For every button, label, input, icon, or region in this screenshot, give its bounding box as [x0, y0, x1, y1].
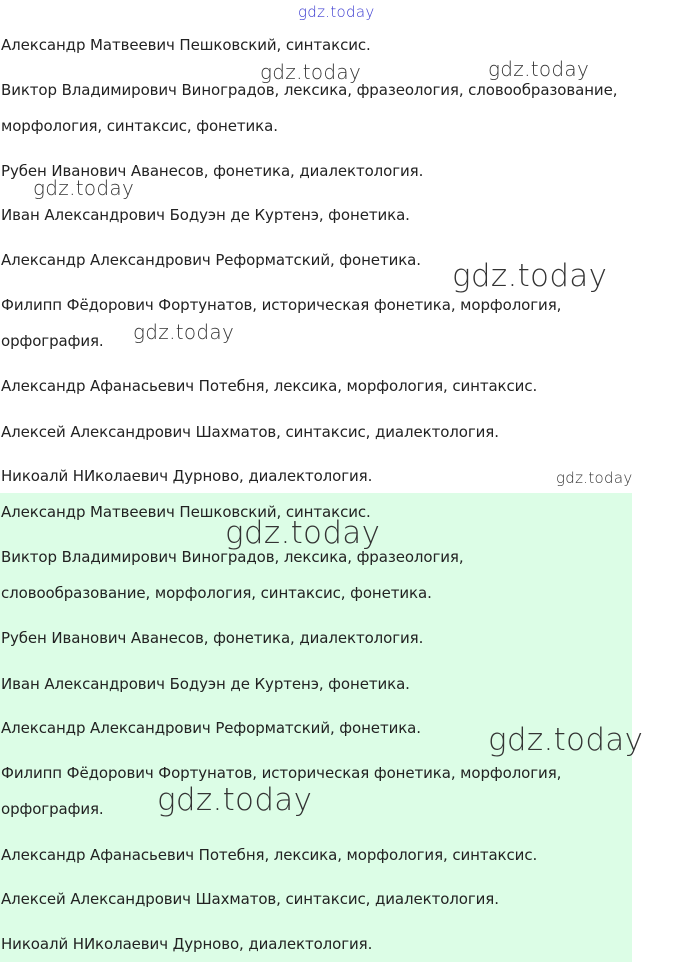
text-line: Филипп Фёдорович Фортунатов, историческая фонетика, морфология,: [1, 296, 562, 314]
text-line: словообразование, морфология, синтаксис, фонетика.: [1, 584, 432, 602]
text-line: орфография.: [1, 332, 104, 350]
text-line: морфология, синтаксис, фонетика.: [1, 117, 278, 135]
text-line: Алексей Александрович Шахматов, синтаксис, диалектология.: [1, 423, 499, 441]
watermark: gdz.today: [488, 57, 590, 81]
text-line: Виктор Владимирович Виноградов, лексика, фразеология,: [1, 548, 464, 566]
text-line: Иван Александрович Бодуэн де Куртенэ, фонетика.: [1, 675, 410, 693]
text-line: Филипп Фёдорович Фортунатов, историческая фонетика, морфология,: [1, 764, 562, 782]
text-line: Александр Афанасьевич Потебня, лексика, морфология, синтаксис.: [1, 846, 538, 864]
watermark: gdz.today: [157, 782, 313, 818]
text-line: Александр Афанасьевич Потебня, лексика, морфология, синтаксис.: [1, 377, 538, 395]
watermark: gdz.today: [556, 469, 633, 487]
text-line: Александр Александрович Реформатский, фонетика.: [1, 251, 421, 269]
text-line: Александр Матвеевич Пешковский, синтаксис.: [1, 503, 371, 521]
watermark: gdz.today: [452, 258, 608, 294]
watermark: gdz.today: [133, 320, 235, 344]
text-line: Рубен Иванович Аванесов, фонетика, диалектология.: [1, 629, 424, 647]
text-line: Алексей Александрович Шахматов, синтаксис, диалектология.: [1, 890, 499, 908]
text-line: Никоалй НИколаевич Дурново, диалектология.: [1, 935, 373, 953]
watermark: gdz.today: [488, 722, 644, 758]
watermark-top: gdz.today: [298, 3, 375, 21]
text-line: Рубен Иванович Аванесов, фонетика, диалектология.: [1, 162, 424, 180]
text-line: орфография.: [1, 800, 104, 818]
watermark: gdz.today: [225, 515, 381, 551]
watermark: gdz.today: [33, 176, 135, 200]
text-line: Иван Александрович Бодуэн де Куртенэ, фонетика.: [1, 206, 410, 224]
text-line: Никоалй НИколаевич Дурново, диалектология.: [1, 467, 373, 485]
text-line: Александр Александрович Реформатский, фонетика.: [1, 719, 421, 737]
watermark: gdz.today: [260, 60, 362, 84]
text-line: Александр Матвеевич Пешковский, синтаксис.: [1, 36, 371, 54]
text-line: Виктор Владимирович Виноградов, лексика, фразеология, словообразование,: [1, 81, 618, 99]
